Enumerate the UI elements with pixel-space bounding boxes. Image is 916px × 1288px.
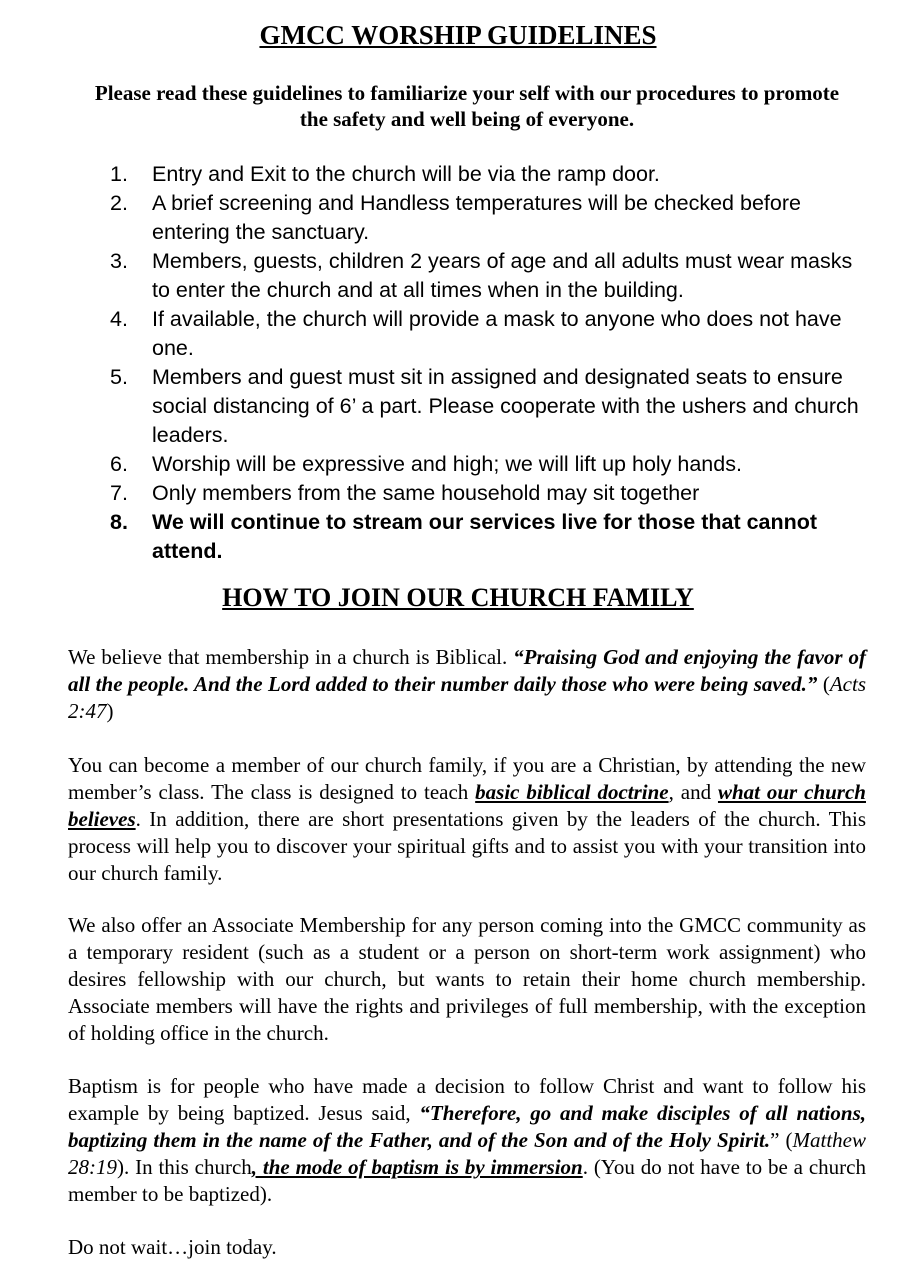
guideline-item — [0, 508, 872, 566]
guideline-number: 2. — [110, 191, 128, 215]
guideline-item — [0, 305, 872, 363]
scripture-quote: “Therefore, go and make disciples of all nations, baptizing them in the name of the Father, and of the Son and of the Holy Spirit. — [68, 1101, 866, 1152]
guideline-text: We will continue to stream our services live for those that cannot attend. — [152, 510, 818, 563]
paragraph-text: We believe that membership in a church is Biblical. — [68, 645, 514, 669]
guideline-text: Members and guest must sit in assigned and designated seats to ensure social distancing of 6’ a part. Please cooperate with the ushers and church leaders. — [152, 365, 859, 447]
guideline-item — [0, 479, 872, 508]
guideline-item — [0, 189, 872, 247]
emphasis-text: , the mode of baptism is by immersion — [251, 1155, 583, 1179]
scripture-reference: Acts 2:47 — [68, 672, 866, 723]
guideline-number: 3. — [110, 249, 128, 273]
paragraph-text: . (You do not have to be a church member to be baptized). — [68, 1155, 866, 1206]
page-title: GMCC WORSHIP GUIDELINES — [259, 20, 657, 50]
guideline-text: A brief screening and Handless temperatures will be checked before entering the sanctuary. — [152, 191, 801, 244]
paragraph-text: ). In this church — [117, 1155, 252, 1179]
guideline-text: Members, guests, children 2 years of age and all adults must wear masks to enter the church and at all times when in the building. — [152, 249, 853, 302]
guideline-item — [0, 160, 872, 189]
guideline-number: 5. — [110, 365, 128, 389]
closing-line: Do not wait…join today. — [68, 1235, 277, 1259]
guideline-number: 1. — [110, 162, 128, 186]
emphasis-text: basic biblical doctrine — [475, 780, 669, 804]
paragraph-text: ” ( — [770, 1128, 793, 1152]
guideline-text: Worship will be expressive and high; we will lift up holy hands. — [152, 452, 742, 476]
intro-text: Please read these guidelines to familiarize your self with our procedures to promote the safety and well being of everyone. — [94, 81, 840, 131]
guideline-item — [0, 450, 872, 479]
associate-paragraph: We also offer an Associate Membership for any person coming into the GMCC community as a temporary resident (such as a student or a person on short-term work assignment) who desires fellowship with our church, but wants to retain their home church membership. Associate members will have the rights and privileges of full membership, with the exception of holding office in the church. — [68, 913, 866, 1045]
guidelines-list — [0, 160, 872, 566]
paragraph-text: ( — [817, 672, 830, 696]
paragraph-text: . In addition, there are short presentations given by the leaders of the church. This process will help you to discover your spiritual gifts and to assist you with your transition into our church family. — [68, 807, 866, 885]
emphasis-text: what our church believes — [68, 780, 866, 831]
biblical-paragraph — [68, 644, 866, 725]
guideline-item — [0, 363, 872, 450]
guideline-item — [0, 247, 872, 305]
baptism-paragraph — [68, 1073, 866, 1208]
paragraph-text: , and — [668, 780, 718, 804]
join-heading: HOW TO JOIN OUR CHURCH FAMILY — [222, 583, 694, 612]
guideline-text: Entry and Exit to the church will be via the ramp door. — [152, 162, 660, 186]
paragraph-text: ) — [106, 699, 114, 723]
membership-paragraph — [68, 752, 866, 887]
guideline-text: Only members from the same household may sit together — [152, 481, 700, 505]
paragraph-text: Baptism is for people who have made a decision to follow Christ and want to follow his example by being baptized. Jesus said, — [68, 1074, 866, 1125]
guideline-number: 4. — [110, 307, 128, 331]
guideline-text: If available, the church will provide a mask to anyone who does not have one. — [152, 307, 842, 360]
guideline-number: 7. — [110, 481, 128, 505]
scripture-reference: Matthew 28:19 — [68, 1128, 866, 1179]
paragraph-text: You can become a member of our church family, if you are a Christian, by attending the new member’s class. The class is designed to teach — [68, 753, 866, 804]
scripture-quote: “Praising God and enjoying the favor of all the people. And the Lord added to their number daily those who were being saved.” — [68, 645, 866, 696]
guideline-number: 8. — [110, 510, 128, 534]
guideline-number: 6. — [110, 452, 128, 476]
